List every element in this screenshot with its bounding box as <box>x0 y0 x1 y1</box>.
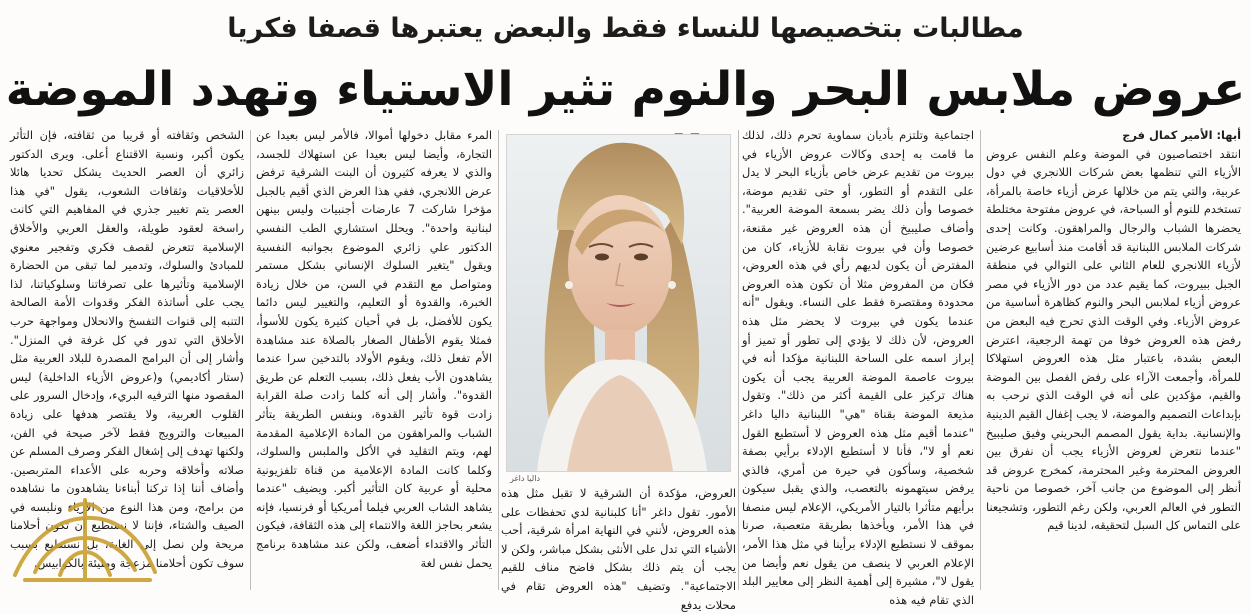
column-1-text: انتقد اختصاصيون في الموضة وعلم النفس عروض الأزياء التي تنظمها بعض شركات اللانجري في دول عربية، والتي يتم من خلالها عرض أزياء خاصة بالمرأة، تستخدم للنوم أو السباحة، في عروض مفتوحة مختلطة يحضرها الشباب والرجال والمراهقون. وكانت إحدى شركات الملابس اللبنانية قد أقامت منذ أسابيع عرضين لأزياء اللانجري للعام الثاني على التوالي في منطقة الجبل ببيروت، كما يقيم عدد من دور الأزياء في مصر عروض أزياء لملابس البحر والنوم كظاهرة أساسية من عروض الأزياء. وفي الوقت الذي تحرج فيه البعض من رفض هذه العروض خوفا من تهمة الرجعية، اعترض البعض بشدة، باعتبار مثل هذه العروض استهلاكا للمرأة، وأجمعت الآراء على رفض الفصل بين الموضة والقيم، مؤكدين على أنه في الوقت الذي نرحب به بإبداعات التصميم والموضة، لا يجب إغفال القيم الدينية والإنسانية. بداية يقول المصمم البحريني وفيق صليبيخ "عندما نتعرض لعروض الأزياء يجب أن نفرق بين العروض المحترمة وغير المحترمة، كمخرج عروض قد أنظر إلى الموضوع من جانب آخر، خصوصا من ناحية التطور في العالم العربي، ولكن رغم التطور، وتشجيعنا على التماس كل السبل لتحقيقه، لدينا قيم <box>986 146 1241 533</box>
article-column-3 <box>256 126 492 590</box>
column-divider <box>498 130 499 590</box>
portrait-image <box>507 135 730 471</box>
article-kicker: مطالبات بتخصيصها للنساء فقط والبعض يعتبرها قصفا فكريا <box>227 13 1024 44</box>
below-photo-text <box>501 484 736 612</box>
article-byline: أبها: الأمير كمال فرج <box>1122 128 1241 142</box>
column-divider <box>250 130 251 590</box>
article-photo <box>506 134 731 472</box>
column-3-text: المرء مقابل دخولها أموالا، فالأمر ليس بعيدا عن التجارة، وأيضا ليس بعيدا عن استهلاك للجسد، والذي لا يعرفه كثيرون أن البنت الشرقية ترفض عرض اللانجري، ففي هذا العرض الذي أقيم بالجبل مؤخرا شاركت 7 عارضات أجنبيات وليس بينهن لبنانية واحدة". ويحلل استشاري الطب النفسي الدكتور علي زائري الموضوع بجوانبه النفسية ويقول "يتغير السلوك الإنساني بشكل مستمر ومتواصل مع التقدم في السن، من خلال زيادة الخبرة، والقدوة أو التعليم، والتغيير ليس دائما يكون للأفضل، بل في أحيان كثيرة يكون للأسوأ، فمثلا يقوم الأطفال الصغار بالصلاة عند مشاهدة الأم تفعل ذلك، ويقوم الأولاد بالتدخين سرا عندما يشاهدون الأب يفعل ذلك، بسبب التعلم عن طريق القدوة". وأشار إلى أنه كلما زادت صلة القرابة زادت قوة تأثير القدوة، وبنفس الطريقة يتأثر الشباب والمراهقون من المادة الإعلامية المقدمة لهم، ويتم التقليد في الأكل والملبس والسلوك، وكلما كانت المادة الإعلامية من قناة تلفزيونية محلية أو عربية كان التأثير أكبر. ويضيف "عندما يشاهد الشاب العربي فيلما أمريكيا أو فرنسيا، فإنه يشعر بحاجز اللغة والانتماء إلى هذه الثقافة، فيكون التأثر والاقتداء أضعف، ولكن عند مشاهدة برنامج يحمل نفس لغة <box>256 128 492 570</box>
article-column-1 <box>986 126 1241 590</box>
article-headline: عروض ملابس البحر والنوم تثير الاستياء وتهدد الموضة <box>5 62 1246 117</box>
article-column-2 <box>742 126 974 607</box>
photo-credit: داليا داغر <box>510 474 540 483</box>
column-4-text: الشخص وثقافته أو قريبا من ثقافته، فإن التأثر يكون أكبر، ونسبة الاقتناع أعلى. ويرى الدكتور زائري أن العصر الحديث يشكل تحديا هائلا للأخلاقيات وثقافات الشعوب، يقول "في هذا العصر يتم تغيير جذري في المفاهيم التي كانت راسخة لعقود طويلة، والعقل العربي والأخلاق الإسلامية تتعرض لقصف فكري وتفجير معنوي للمبادئ والسلوك، وتدمير لما تبقى من الحضارة الإسلامية وتأثيرها على تصرفاتنا وسلوكياتنا، لذا يجب على أساتذة الفكر وقدوات الأمة الصالحة التنبه إلى قنوات التفسخ والانحلال ومواجهة حرب الأخلاق التي تدور في كل غرفة في المنزل". وأشار إلى أن البرامج المصدرة للبلاد العربية مثل (ستار أكاديمي) و(عروض الأزياء الداخلية) ليس المقصود منها الترفيه البريء، وإدخال السرور على القلوب العربية، ولا يقتصر هدفها على زيادة المبيعات والترويج فقط لآخر صيحة في الفن، ولكنها تهدف إلى إشغال الفكر وصرف المسلم عن صلاته وأخلاقه وحربه على الأعداء المتربصين. وأضاف أننا إذا تركنا أبناءنا يشاهدون ما نشاهده من برامج، ومن هذا النوع من الأزياء ونلبسه في الصيف والشتاء، فإننا لا نستطيع أن تكون أحلامنا مريحة ولن نصل إلى الغاية، بل نستطيع بسبب سوف تكون أحلامنا مزعجة ومليئة بالكوابيس. <box>10 128 244 570</box>
watermark-logo-icon <box>0 480 170 590</box>
below-photo-paragraph: العروض، مؤكدة أن الشرقية لا تقبل مثل هذه الأمور. تقول داغر "أنا كلبنانية لدي تحفظات على هذه العروض، لأنني في النهاية امرأة شرقية، أحب الأشياء التي تدل على الأنثى بشكل مباشر، ولكن لا يجب أن يتم ذلك بشكل فاضح مناف للقيم الاجتماعية". وتضيف "هذه العروض تقام في محلات يدفع <box>501 486 736 612</box>
column-divider <box>980 130 981 590</box>
column-divider <box>738 130 739 590</box>
column-2-text: اجتماعية وتلتزم بأديان سماوية تحرم ذلك، لذلك ما قامت به إحدى وكالات عروض الأزياء في بيروت من تقديم عرض خاص بأزياء البحر لا يدل على التقدم أو التطور، أو حتى تقديم موضة، خصوصا وأن ذلك يضر بسمعة الموضة العربية". وأضاف صليبيخ أن هذه العروض غير مقنعة، خصوصا وأن في بيروت نقابة للأزياء، كان من المفترض أن يكون لديهم رأي في هذه العروض، فكان من المفروض مثلا أن تكون هذه العروض محدودة ومقتصرة فقط على النساء. ويقول "أنه عندما يكون في بيروت لا يحضر مثل هذه العروض، لأن ذلك لا يؤدي إلى تطور أو تميز أو إبراز اسمه على الساحة اللبنانية مؤكدا أنه في بيروت عاصمة الموضة العربية يجب أن يكون هناك تركيز على القيمة أكثر من ذلك". وتقول مذيعة الموضة بقناة "هي" اللبنانية داليا داغر "عندما أقيم مثل هذه العروض لا أستطيع القول نعم أو لا"، فأنا لا أستطيع الإدلاء برأيي بصفة شخصية، وسأكون في حيرة من أمري، فالذي يرفض سيتهمونه بالتعصب، والذي يقبل سيكون برأيهم متأثرا بالتيار الأمريكي، الإعلام ليس منصفا في هذا الأمر، ويأخذها بطريقة متعصبة، صرنا بموقف لا نستطيع الإدلاء برأينا في مثل هذا الأمر، الإعلام العربي لا ينصف من يقول نعم وأيضا من يقول لا"، مشيرة إلى أهمية النظر إلى معايير البلد الذي تقام فيه هذه <box>742 128 974 607</box>
